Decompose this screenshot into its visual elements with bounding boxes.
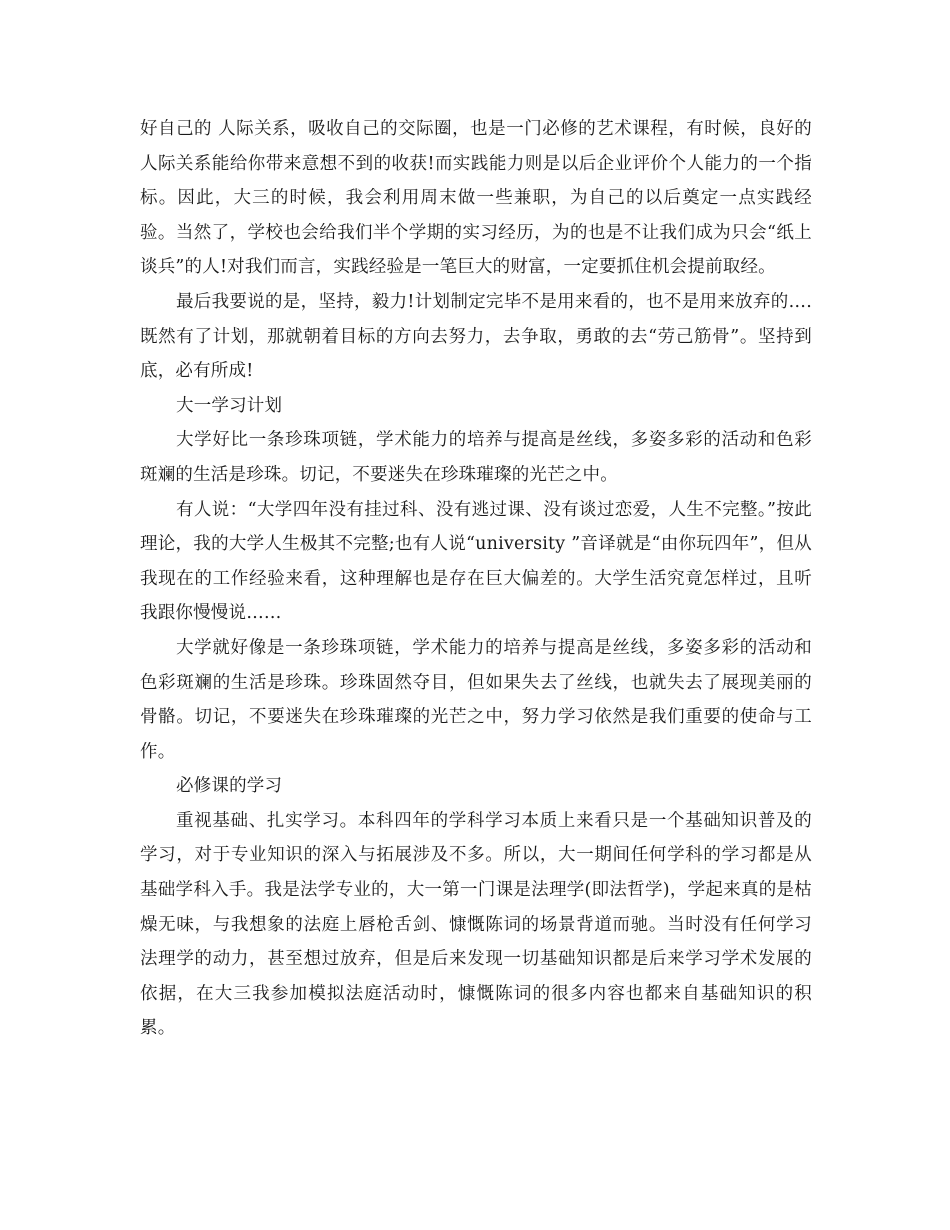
section-heading: 大一学习计划 <box>176 395 283 416</box>
section-heading: 必修课的学习 <box>176 776 283 797</box>
document-body <box>140 112 812 1046</box>
body-paragraph: 最后我要说的是，坚持，毅力!计划制定完毕不是用来看的，也不是用来放弃的….既然有了计划，那就朝着目标的方向去努力，去争取，勇敢的去“劳己筋骨”。坚持到底，必有所成! <box>140 291 812 382</box>
body-paragraph: 有人说：“大学四年没有挂过科、没有逃过课、没有谈过恋爱，人生不完整。”按此理论，我的大学人生极其不完整;也有人说“university ”音译就是“由你玩四年”，但从我现在的工作经验来看，这种理解也是存在巨大偏差的。大学生活究竟怎样过，且听我跟你慢慢说…… <box>140 499 812 624</box>
body-paragraph: 重视基础、扎实学习。本科四年的学科学习本质上来看只是一个基础知识普及的学习，对于专业知识的深入与拓展涉及不多。所以，大一期间任何学科的学习都是从基础学科入手。我是法学专业的，大一第一门课是法理学(即法哲学)，学起来真的是枯燥无味，与我想象的法庭上唇枪舌剑、慷慨陈词的场景背道而驰。当时没有任何学习法理学的动力，甚至想过放弃，但是后来发现一切基础知识都是后来学习学术发展的依据，在大三我参加模拟法庭活动时，慷慨陈词的很多内容也都来自基础知识的积累。 <box>140 810 812 1039</box>
body-paragraph: 大学就好像是一条珍珠项链，学术能力的培养与提高是丝线，多姿多彩的活动和色彩斑斓的生活是珍珠。珍珠固然夺目，但如果失去了丝线，也就失去了展现美丽的骨骼。切记，不要迷失在珍珠璀璨的光芒之中，努力学习依然是我们重要的使命与工作。 <box>140 637 812 762</box>
body-paragraph: 好自己的 人际关系，吸收自己的交际圈，也是一门必修的艺术课程，有时候，良好的人际关系能给你带来意想不到的收获!而实践能力则是以后企业评价个人能力的一个指标。因此，大三的时候，我会利用周末做一些兼职，为自己的以后奠定一点实践经验。当然了，学校也会给我们半个学期的实习经历，为的也是不让我们成为只会“纸上谈兵”的人!对我们而言，实践经验是一笔巨大的财富，一定要抓住机会提前取经。 <box>140 119 812 278</box>
body-paragraph: 大学好比一条珍珠项链，学术能力的培养与提高是丝线，多姿多彩的活动和色彩斑斓的生活是珍珠。切记，不要迷失在珍珠璀璨的光芒之中。 <box>140 430 812 485</box>
